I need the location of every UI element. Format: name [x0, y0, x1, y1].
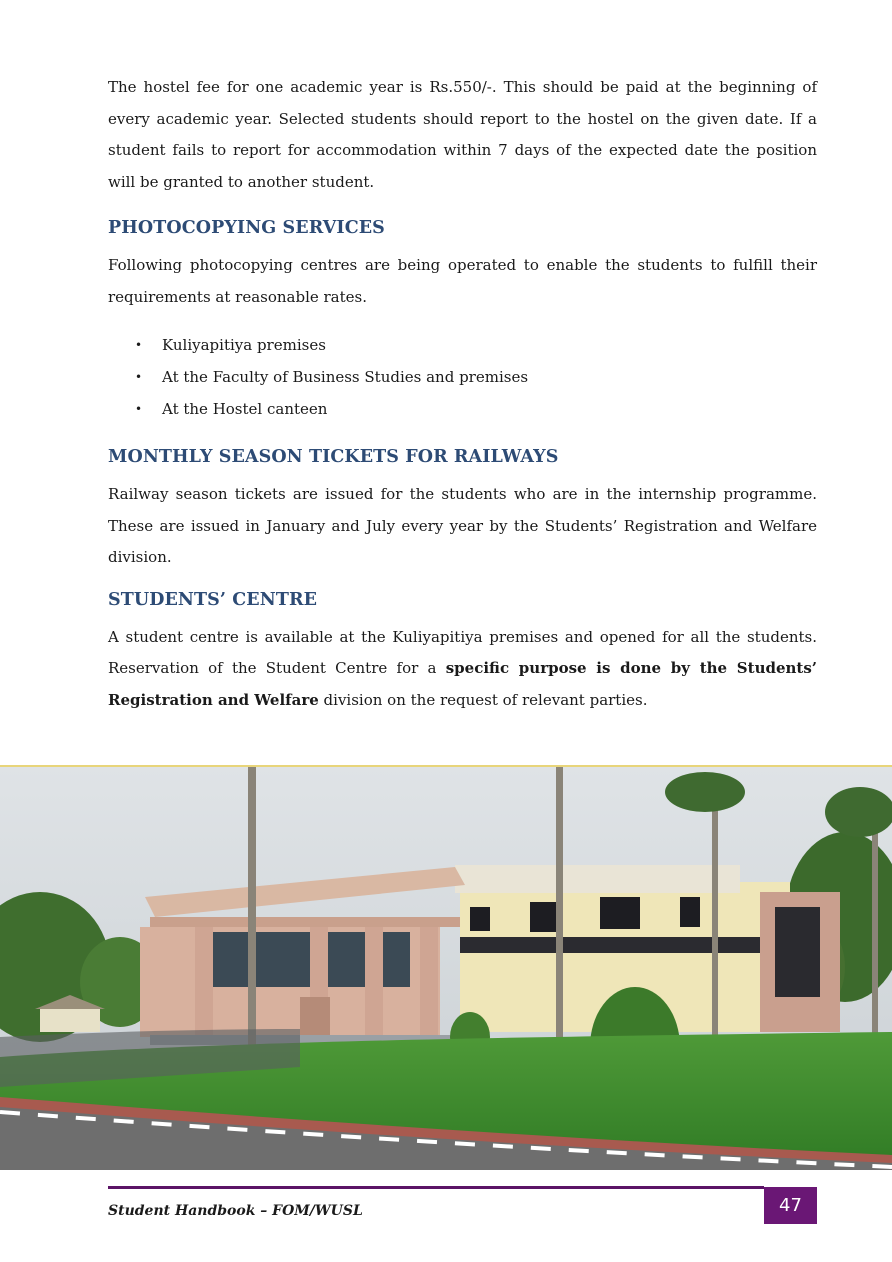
page-content — [108, 72, 817, 716]
bullet-icon: • — [135, 338, 143, 352]
hostel-fee-paragraph: The hostel fee for one academic year is Rs.550/-. This should be paid at the beginning of every academic year. Selected students should report to the hostel on the given date. If a student fails to report for accommodation within 7 days of the expected date the position will be granted to another student. — [108, 78, 817, 191]
railways-heading: MONTHLY SEASON TICKETS FOR RAILWAYS — [108, 447, 559, 467]
list-item-label: At the Faculty of Business Studies and premises — [162, 368, 529, 386]
list-item — [135, 393, 817, 425]
railways-paragraph: Railway season tickets are issued for the students who are in the internship programme. These are issued in January and July every year by the Students’ Registration and Welfare division. — [108, 485, 817, 566]
footer-title: Student Handbook – FOM/WUSL — [108, 1203, 363, 1219]
photocopying-list — [135, 329, 817, 425]
students-centre-heading: STUDENTS’ CENTRE — [108, 589, 318, 610]
list-item — [135, 361, 817, 393]
page-number: 47 — [764, 1187, 817, 1224]
students-centre-photo — [0, 765, 892, 1170]
list-item-label: Kuliyapitiya premises — [162, 336, 326, 354]
students-centre-text-end: division on the request of relevant parties. — [318, 690, 648, 709]
list-item — [135, 329, 817, 361]
students-centre-text-bold: specific purpose is done by the Students’ Registration and Welfare — [108, 659, 818, 709]
photocopying-paragraph: Following photocopying centres are being operated to enable the students to fulfill their requirements at reasonable rates. — [108, 256, 817, 306]
bullet-icon: • — [135, 370, 143, 384]
footer-rule — [108, 1186, 764, 1189]
students-centre-paragraph — [108, 622, 817, 717]
list-item-label: At the Hostel canteen — [162, 400, 328, 418]
students-centre-text-start: A student centre is available at the Kuliyapitiya premises and opened for all the students. Reservation of the Student Centre for a — [108, 627, 817, 677]
photocopying-heading: PHOTOCOPYING SERVICES — [108, 218, 385, 238]
bullet-icon: • — [135, 402, 143, 416]
